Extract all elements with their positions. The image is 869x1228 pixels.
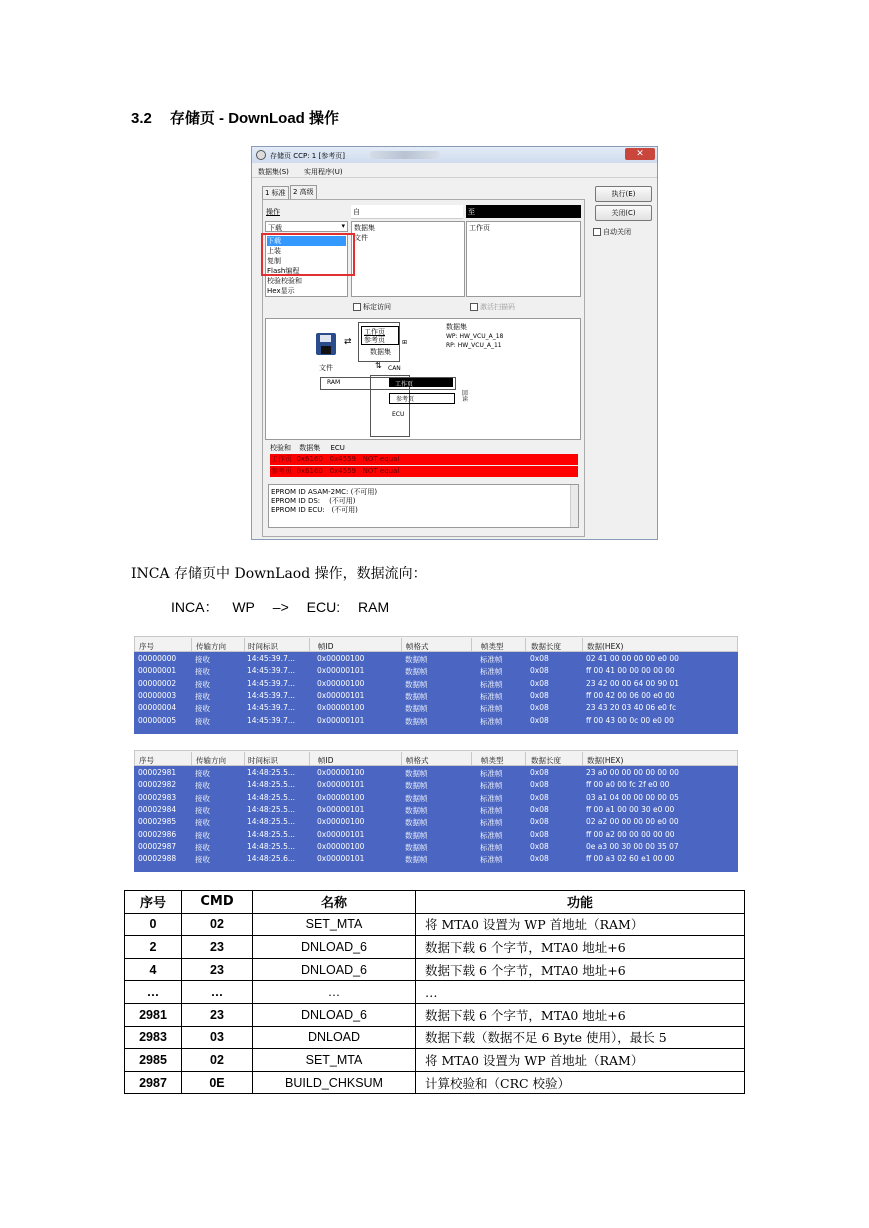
- direction-arrow: –>: [272, 599, 289, 615]
- calibration-access-checkbox[interactable]: [353, 302, 391, 312]
- app-icon: [256, 150, 266, 160]
- log-col-header: 传输方向: [196, 756, 226, 765]
- log-cell: 标准帧: [480, 793, 503, 803]
- log-header: [134, 636, 738, 652]
- cell-function: 将 MTA0 设置为 WP 首地址（RAM）: [416, 913, 745, 936]
- wp-info: WP: HW_VCU_A_18: [446, 333, 504, 340]
- from-header: [351, 205, 463, 219]
- ecu-work-page: [389, 378, 453, 387]
- from-list: [351, 221, 465, 297]
- log-cell: 14:48:25.5...: [247, 780, 295, 790]
- table-row: [125, 1026, 745, 1049]
- log-cell: 数据帧: [405, 818, 428, 828]
- log-cell: 00000002: [138, 678, 177, 688]
- table-row: [125, 1049, 745, 1072]
- eprom-ecu-value: (不可用): [331, 506, 358, 514]
- log-body: [134, 766, 738, 872]
- dataset-ref-page: 参考页: [364, 336, 385, 344]
- ecu-work-page-label: 工作页: [395, 381, 414, 388]
- log-cell: 23 a0 00 00 00 00 00 00: [586, 768, 679, 777]
- log-cell: 00000004: [138, 703, 177, 713]
- log-cell: 接收: [195, 769, 210, 778]
- eprom-asam-label: EPROM ID ASAM-2MC:: [271, 488, 349, 496]
- log-cell: 0x00000100: [317, 768, 365, 777]
- calibration-access-label: 标定访问: [363, 303, 391, 311]
- log-row[interactable]: [134, 653, 738, 665]
- log-cell: 接收: [195, 667, 210, 677]
- log-cell: 00002985: [138, 817, 177, 827]
- cell-function: 数据下载 6 个字节，MTA0 地址+6: [416, 958, 745, 981]
- eprom-scrollbar[interactable]: [570, 485, 578, 527]
- log-cell: 0x00000101: [317, 804, 365, 814]
- close-button[interactable]: 关闭(C): [595, 205, 652, 221]
- eprom-ds-label: EPROM ID DS:: [271, 497, 321, 505]
- log-col-header: 时间标识: [248, 756, 278, 765]
- log-cell: 0x00000101: [317, 666, 365, 676]
- eprom-asam-value: (不可用): [350, 488, 378, 496]
- log-cell: 接收: [195, 793, 210, 803]
- checkbox-icon: [353, 303, 361, 311]
- memory-page-window: [251, 146, 658, 540]
- dataset-connector: ⊞: [402, 339, 408, 346]
- log-cell: 00000003: [138, 690, 177, 700]
- log-cell: 数据帧: [405, 667, 428, 677]
- table-row: [125, 958, 745, 981]
- op-item-download[interactable]: 下载: [267, 236, 346, 246]
- window-titlebar: [252, 147, 657, 163]
- log-col-header: 序号: [139, 642, 154, 651]
- cell-cmd: …: [182, 981, 253, 1004]
- log-cell: 标准帧: [480, 679, 503, 689]
- cell-cmd: 23: [182, 936, 253, 959]
- log-cell: 接收: [195, 679, 210, 689]
- log-cell: 接收: [195, 716, 210, 726]
- log-row[interactable]: [134, 792, 738, 804]
- log-col-header: 序号: [139, 756, 154, 765]
- to-label: 至: [468, 208, 475, 216]
- cell-seq: 2985: [125, 1049, 182, 1072]
- log-cell: 接收: [195, 655, 210, 664]
- section-title: 存储页 - DownLoad 操作: [169, 110, 340, 127]
- cell-name: DNLOAD_6: [253, 1003, 416, 1026]
- log-cell: 数据帧: [405, 842, 428, 852]
- cell-seq: 2: [125, 936, 182, 959]
- log-col-header: 帧ID: [318, 756, 334, 765]
- col-function: 功能: [416, 891, 745, 914]
- cell-cmd: 23: [182, 958, 253, 981]
- log-body: [134, 652, 738, 734]
- from-item-dataset[interactable]: 数据集: [354, 224, 375, 232]
- from-item-file[interactable]: 文件: [354, 234, 368, 242]
- log-cell: 0x08: [530, 780, 549, 790]
- log-cell: ff 00 a2 00 00 00 00 00: [586, 829, 675, 839]
- log-cell: 00002984: [138, 804, 177, 814]
- log-cell: 00000000: [138, 654, 177, 663]
- log-cell: 14:48:25.5...: [247, 829, 295, 839]
- section-number: 3.2: [131, 110, 152, 127]
- dataset-box-label: 数据集: [370, 348, 391, 356]
- log-cell: 0x00000101: [317, 715, 365, 725]
- readback-label: 回读: [462, 390, 469, 403]
- checksum-ecu: 0x4559: [329, 467, 356, 475]
- operation-label: 操作: [266, 208, 280, 216]
- direction-ram: RAM: [358, 599, 390, 615]
- log-row[interactable]: [134, 702, 738, 714]
- cell-cmd: 0E: [182, 1071, 253, 1094]
- table-row: [125, 936, 745, 959]
- log-col-header: 数据(HEX): [587, 642, 624, 651]
- log-cell: 数据帧: [405, 781, 428, 791]
- log-cell: 14:45:39.7...: [247, 715, 295, 725]
- checksum-col-dataset: 数据集: [299, 444, 321, 452]
- can-log-start: [134, 636, 738, 736]
- log-cell: 接收: [195, 805, 210, 815]
- log-cell: 00002986: [138, 829, 177, 839]
- direction-ecu: ECU:: [306, 599, 341, 615]
- log-col-header: 帧格式: [406, 642, 429, 651]
- log-cell: 14:48:25.5...: [247, 804, 295, 814]
- log-header: [134, 750, 738, 766]
- menu-dataset[interactable]: 数据集(S): [258, 168, 289, 176]
- log-row[interactable]: [134, 853, 738, 865]
- checksum-col-ecu: ECU: [330, 444, 345, 452]
- log-cell: 0x08: [530, 841, 549, 851]
- cell-name: SET_MTA: [253, 1049, 416, 1072]
- log-cell: 0x08: [530, 854, 549, 864]
- log-cell: ff 00 43 00 0c 00 e0 00: [586, 715, 674, 725]
- log-cell: 02 a2 00 00 00 00 e0 00: [586, 817, 679, 827]
- cell-function: 数据下载 6 个字节，MTA0 地址+6: [416, 936, 745, 959]
- auto-close-checkbox[interactable]: [593, 227, 631, 237]
- log-row[interactable]: [134, 779, 738, 791]
- table-row: [125, 1071, 745, 1094]
- log-row[interactable]: [134, 715, 738, 727]
- log-cell: 标准帧: [480, 830, 503, 840]
- eprom-ecu-label: EPROM ID ECU:: [271, 506, 325, 514]
- op-item-hex[interactable]: Hex显示: [267, 287, 295, 295]
- table-row: [125, 1003, 745, 1026]
- log-cell: 0x00000101: [317, 780, 365, 790]
- log-cell: 14:45:39.7...: [247, 654, 295, 663]
- eprom-info-box: [268, 484, 579, 528]
- cell-name: SET_MTA: [253, 913, 416, 936]
- section-heading: [131, 107, 339, 128]
- tab-standard[interactable]: 1 标准: [262, 186, 289, 199]
- blurred-title-area: [370, 151, 440, 159]
- log-cell: 00000001: [138, 666, 177, 676]
- log-cell: 02 41 00 00 00 00 e0 00: [586, 654, 679, 663]
- cell-function: 计算校验和（CRC 校验）: [416, 1071, 745, 1094]
- log-cell: 接收: [195, 855, 210, 865]
- log-cell: 0x00000100: [317, 654, 365, 663]
- log-cell: ff 00 a1 00 00 30 e0 00: [586, 804, 675, 814]
- log-cell: 数据帧: [405, 769, 428, 778]
- log-cell: 0x08: [530, 792, 549, 802]
- ecu-label: ECU: [392, 411, 405, 418]
- log-cell: 接收: [195, 830, 210, 840]
- log-cell: 0x00000101: [317, 854, 365, 864]
- cell-seq: 2987: [125, 1071, 182, 1094]
- cell-name: …: [253, 981, 416, 1004]
- log-cell: 标准帧: [480, 842, 503, 852]
- checksum-status: NOT equal: [362, 455, 400, 463]
- highlight-box: [261, 233, 355, 276]
- execute-button[interactable]: 执行(E): [595, 186, 652, 202]
- to-item-workpage[interactable]: 工作页: [469, 224, 490, 232]
- log-cell: ff 00 41 00 00 00 00 00: [586, 666, 675, 676]
- log-cell: 数据帧: [405, 704, 428, 714]
- cell-function: 数据下载 6 个字节，MTA0 地址+6: [416, 1003, 745, 1026]
- log-cell: 标准帧: [480, 781, 503, 791]
- checksum-dataset: 0x6160: [296, 467, 323, 475]
- auto-close-label: 自动关闭: [603, 228, 631, 236]
- log-cell: 标准帧: [480, 655, 503, 664]
- log-cell: 0x08: [530, 715, 549, 725]
- op-item-upload[interactable]: 上装: [267, 247, 281, 255]
- updown-arrow-icon: ⇅: [375, 361, 382, 370]
- log-cell: 标准帧: [480, 818, 503, 828]
- log-col-header: 帧类型: [481, 756, 504, 765]
- log-cell: 数据帧: [405, 655, 428, 664]
- log-cell: 接收: [195, 704, 210, 714]
- to-list: [466, 221, 581, 297]
- close-icon[interactable]: ✕: [625, 148, 655, 160]
- log-cell: ff 00 a0 00 fc 2f e0 00: [586, 780, 670, 790]
- eprom-ecu: [271, 505, 358, 515]
- cell-function: …: [416, 981, 745, 1004]
- log-cell: 0x08: [530, 829, 549, 839]
- log-cell: 14:45:39.7...: [247, 703, 295, 713]
- log-cell: 数据帧: [405, 805, 428, 815]
- swap-arrow-icon: ⇄: [344, 337, 352, 347]
- log-row[interactable]: [134, 678, 738, 690]
- cell-seq: 0: [125, 913, 182, 936]
- log-cell: ff 00 42 00 06 00 e0 00: [586, 690, 675, 700]
- cell-name: DNLOAD_6: [253, 936, 416, 959]
- checkbox-icon: [470, 303, 478, 311]
- log-cell: 0x08: [530, 817, 549, 827]
- log-cell: 0x08: [530, 703, 549, 713]
- rp-info: RP: HW_VCU_A_11: [446, 342, 502, 349]
- log-cell: 00002983: [138, 792, 177, 802]
- log-cell: 00002987: [138, 841, 177, 851]
- log-row[interactable]: [134, 841, 738, 853]
- log-cell: 数据帧: [405, 793, 428, 803]
- log-row[interactable]: [134, 829, 738, 841]
- log-cell: 标准帧: [480, 704, 503, 714]
- log-cell: 0x08: [530, 690, 549, 700]
- log-cell: 0x08: [530, 666, 549, 676]
- checksum-row-refpage: [270, 466, 578, 477]
- direction-inca: INCA：: [171, 599, 219, 615]
- table-row: [125, 981, 745, 1004]
- menu-bar: [252, 165, 657, 178]
- col-seq: 序号: [125, 891, 182, 914]
- to-header: [466, 205, 581, 218]
- checksum-page: 参考页: [271, 467, 292, 475]
- checksum-header-row: [270, 443, 345, 453]
- log-cell: 14:48:25.5...: [247, 841, 295, 851]
- log-cell: 数据帧: [405, 691, 428, 701]
- log-cell: 00002988: [138, 854, 177, 864]
- log-cell: 数据帧: [405, 830, 428, 840]
- tab-advanced[interactable]: 2 高级: [290, 185, 317, 199]
- log-cell: 00002982: [138, 780, 177, 790]
- cell-seq: …: [125, 981, 182, 1004]
- log-row[interactable]: [134, 665, 738, 677]
- log-cell: 标准帧: [480, 716, 503, 726]
- cell-function: 数据下载（数据不足 6 Byte 使用），最长 5: [416, 1026, 745, 1049]
- from-label: 自: [353, 208, 360, 216]
- op-item-checksum[interactable]: 校验校验和: [267, 277, 302, 285]
- log-cell: 14:48:25.5...: [247, 792, 295, 802]
- log-cell: 接收: [195, 842, 210, 852]
- floppy-disk-icon: [316, 333, 336, 355]
- cell-cmd: 02: [182, 1049, 253, 1072]
- log-col-header: 数据长度: [531, 642, 561, 651]
- op-item-flash[interactable]: Flash编程: [267, 267, 300, 275]
- log-cell: 接收: [195, 781, 210, 791]
- log-cell: 0x08: [530, 768, 549, 777]
- paragraph-direction: [171, 597, 389, 617]
- log-cell: 标准帧: [480, 769, 503, 778]
- cell-seq: 4: [125, 958, 182, 981]
- checksum-status: NOT equal: [362, 467, 400, 475]
- log-cell: 0x08: [530, 804, 549, 814]
- log-cell: 03 a1 04 00 00 00 00 05: [586, 792, 679, 802]
- log-cell: 14:45:39.7...: [247, 678, 295, 688]
- eprom-ds-value: (不可用): [329, 497, 356, 505]
- log-cell: 00002981: [138, 768, 177, 777]
- dataflow-diagram: [265, 318, 581, 440]
- table-row: [125, 913, 745, 936]
- log-row[interactable]: [134, 804, 738, 816]
- paragraph-dataflow: INCA 存储页中 DownLaod 操作，数据流向：: [131, 566, 427, 582]
- cell-name: BUILD_CHKSUM: [253, 1071, 416, 1094]
- can-log-end: [134, 750, 738, 872]
- checksum-row-workpage: [270, 454, 578, 465]
- log-cell: 标准帧: [480, 691, 503, 701]
- can-label: CAN: [388, 365, 401, 372]
- log-cell: 0x08: [530, 654, 549, 663]
- scan-code-label: 激活扫描码: [480, 303, 515, 311]
- log-cell: 23 42 00 00 64 00 90 01: [586, 678, 680, 688]
- log-row[interactable]: [134, 690, 738, 702]
- log-cell: 14:45:39.7...: [247, 690, 295, 700]
- log-cell: 0x00000100: [317, 817, 365, 827]
- col-name: 名称: [253, 891, 416, 914]
- log-cell: 0x00000100: [317, 792, 365, 802]
- ecu-ref-page: [389, 393, 455, 404]
- window-title: 存储页 CCP: 1 [参考页]: [270, 152, 345, 160]
- log-col-header: 时间标识: [248, 642, 278, 651]
- log-cell: ff 00 a3 02 60 e1 00 00: [586, 854, 675, 864]
- col-cmd: CMD: [182, 891, 253, 914]
- checksum-col-sum: 校验和: [270, 444, 291, 452]
- ccp-command-table: [124, 890, 745, 1094]
- operation-select[interactable]: [265, 221, 348, 232]
- log-cell: 0x00000100: [317, 703, 365, 713]
- log-cell: 0x00000101: [317, 829, 365, 839]
- checksum-page: 工作页: [271, 455, 292, 463]
- cell-cmd: 03: [182, 1026, 253, 1049]
- log-cell: 接收: [195, 691, 210, 701]
- log-cell: 0x00000101: [317, 690, 365, 700]
- log-col-header: 传输方向: [196, 642, 226, 651]
- log-cell: 14:48:25.5...: [247, 817, 295, 827]
- log-cell: 数据帧: [405, 855, 428, 865]
- cell-seq: 2981: [125, 1003, 182, 1026]
- log-col-header: 帧格式: [406, 756, 429, 765]
- cell-name: DNLOAD: [253, 1026, 416, 1049]
- log-cell: 14:48:25.6...: [247, 854, 295, 864]
- log-col-header: 数据长度: [531, 756, 561, 765]
- log-cell: 14:45:39.7...: [247, 666, 295, 676]
- checkbox-icon: [593, 228, 601, 236]
- log-cell: 标准帧: [480, 667, 503, 677]
- log-cell: 标准帧: [480, 805, 503, 815]
- log-col-header: 数据(HEX): [587, 756, 624, 765]
- checksum-dataset: 0x6160: [296, 455, 323, 463]
- log-row[interactable]: [134, 767, 738, 779]
- log-cell: 标准帧: [480, 855, 503, 865]
- menu-utilities[interactable]: 实用程序(U): [304, 168, 343, 176]
- file-label: 文件: [319, 364, 333, 372]
- log-col-header: 帧类型: [481, 642, 504, 651]
- log-cell: 接收: [195, 818, 210, 828]
- log-cell: 0x08: [530, 678, 549, 688]
- cell-seq: 2983: [125, 1026, 182, 1049]
- chevron-down-icon: ▾: [341, 222, 345, 230]
- ram-label: RAM: [327, 379, 341, 386]
- log-cell: 23 43 20 03 40 06 e0 fc: [586, 703, 677, 713]
- log-cell: 0e a3 00 30 00 00 35 07: [586, 841, 679, 851]
- dataset-heading: 数据集: [446, 323, 467, 331]
- table-header-row: [125, 891, 745, 914]
- op-item-copy[interactable]: 复制: [267, 257, 281, 265]
- log-cell: 00000005: [138, 715, 177, 725]
- log-cell: 数据帧: [405, 716, 428, 726]
- checksum-ecu: 0x4559: [329, 455, 356, 463]
- log-row[interactable]: [134, 816, 738, 828]
- cell-name: DNLOAD_6: [253, 958, 416, 981]
- cell-function: 将 MTA0 设置为 WP 首地址（RAM）: [416, 1049, 745, 1072]
- log-cell: 0x00000100: [317, 678, 365, 688]
- cell-cmd: 02: [182, 913, 253, 936]
- log-cell: 数据帧: [405, 679, 428, 689]
- log-cell: 0x00000100: [317, 841, 365, 851]
- log-cell: 14:48:25.5...: [247, 768, 295, 777]
- dataset-work-page: 工作页: [364, 328, 385, 336]
- direction-wp: WP: [232, 599, 255, 615]
- ecu-ref-page-label: 参考页: [396, 396, 415, 403]
- operation-select-value: 下载: [268, 224, 282, 232]
- cell-cmd: 23: [182, 1003, 253, 1026]
- scan-code-checkbox[interactable]: [470, 302, 515, 312]
- dataset-frame: [358, 322, 400, 362]
- log-col-header: 帧ID: [318, 642, 334, 651]
